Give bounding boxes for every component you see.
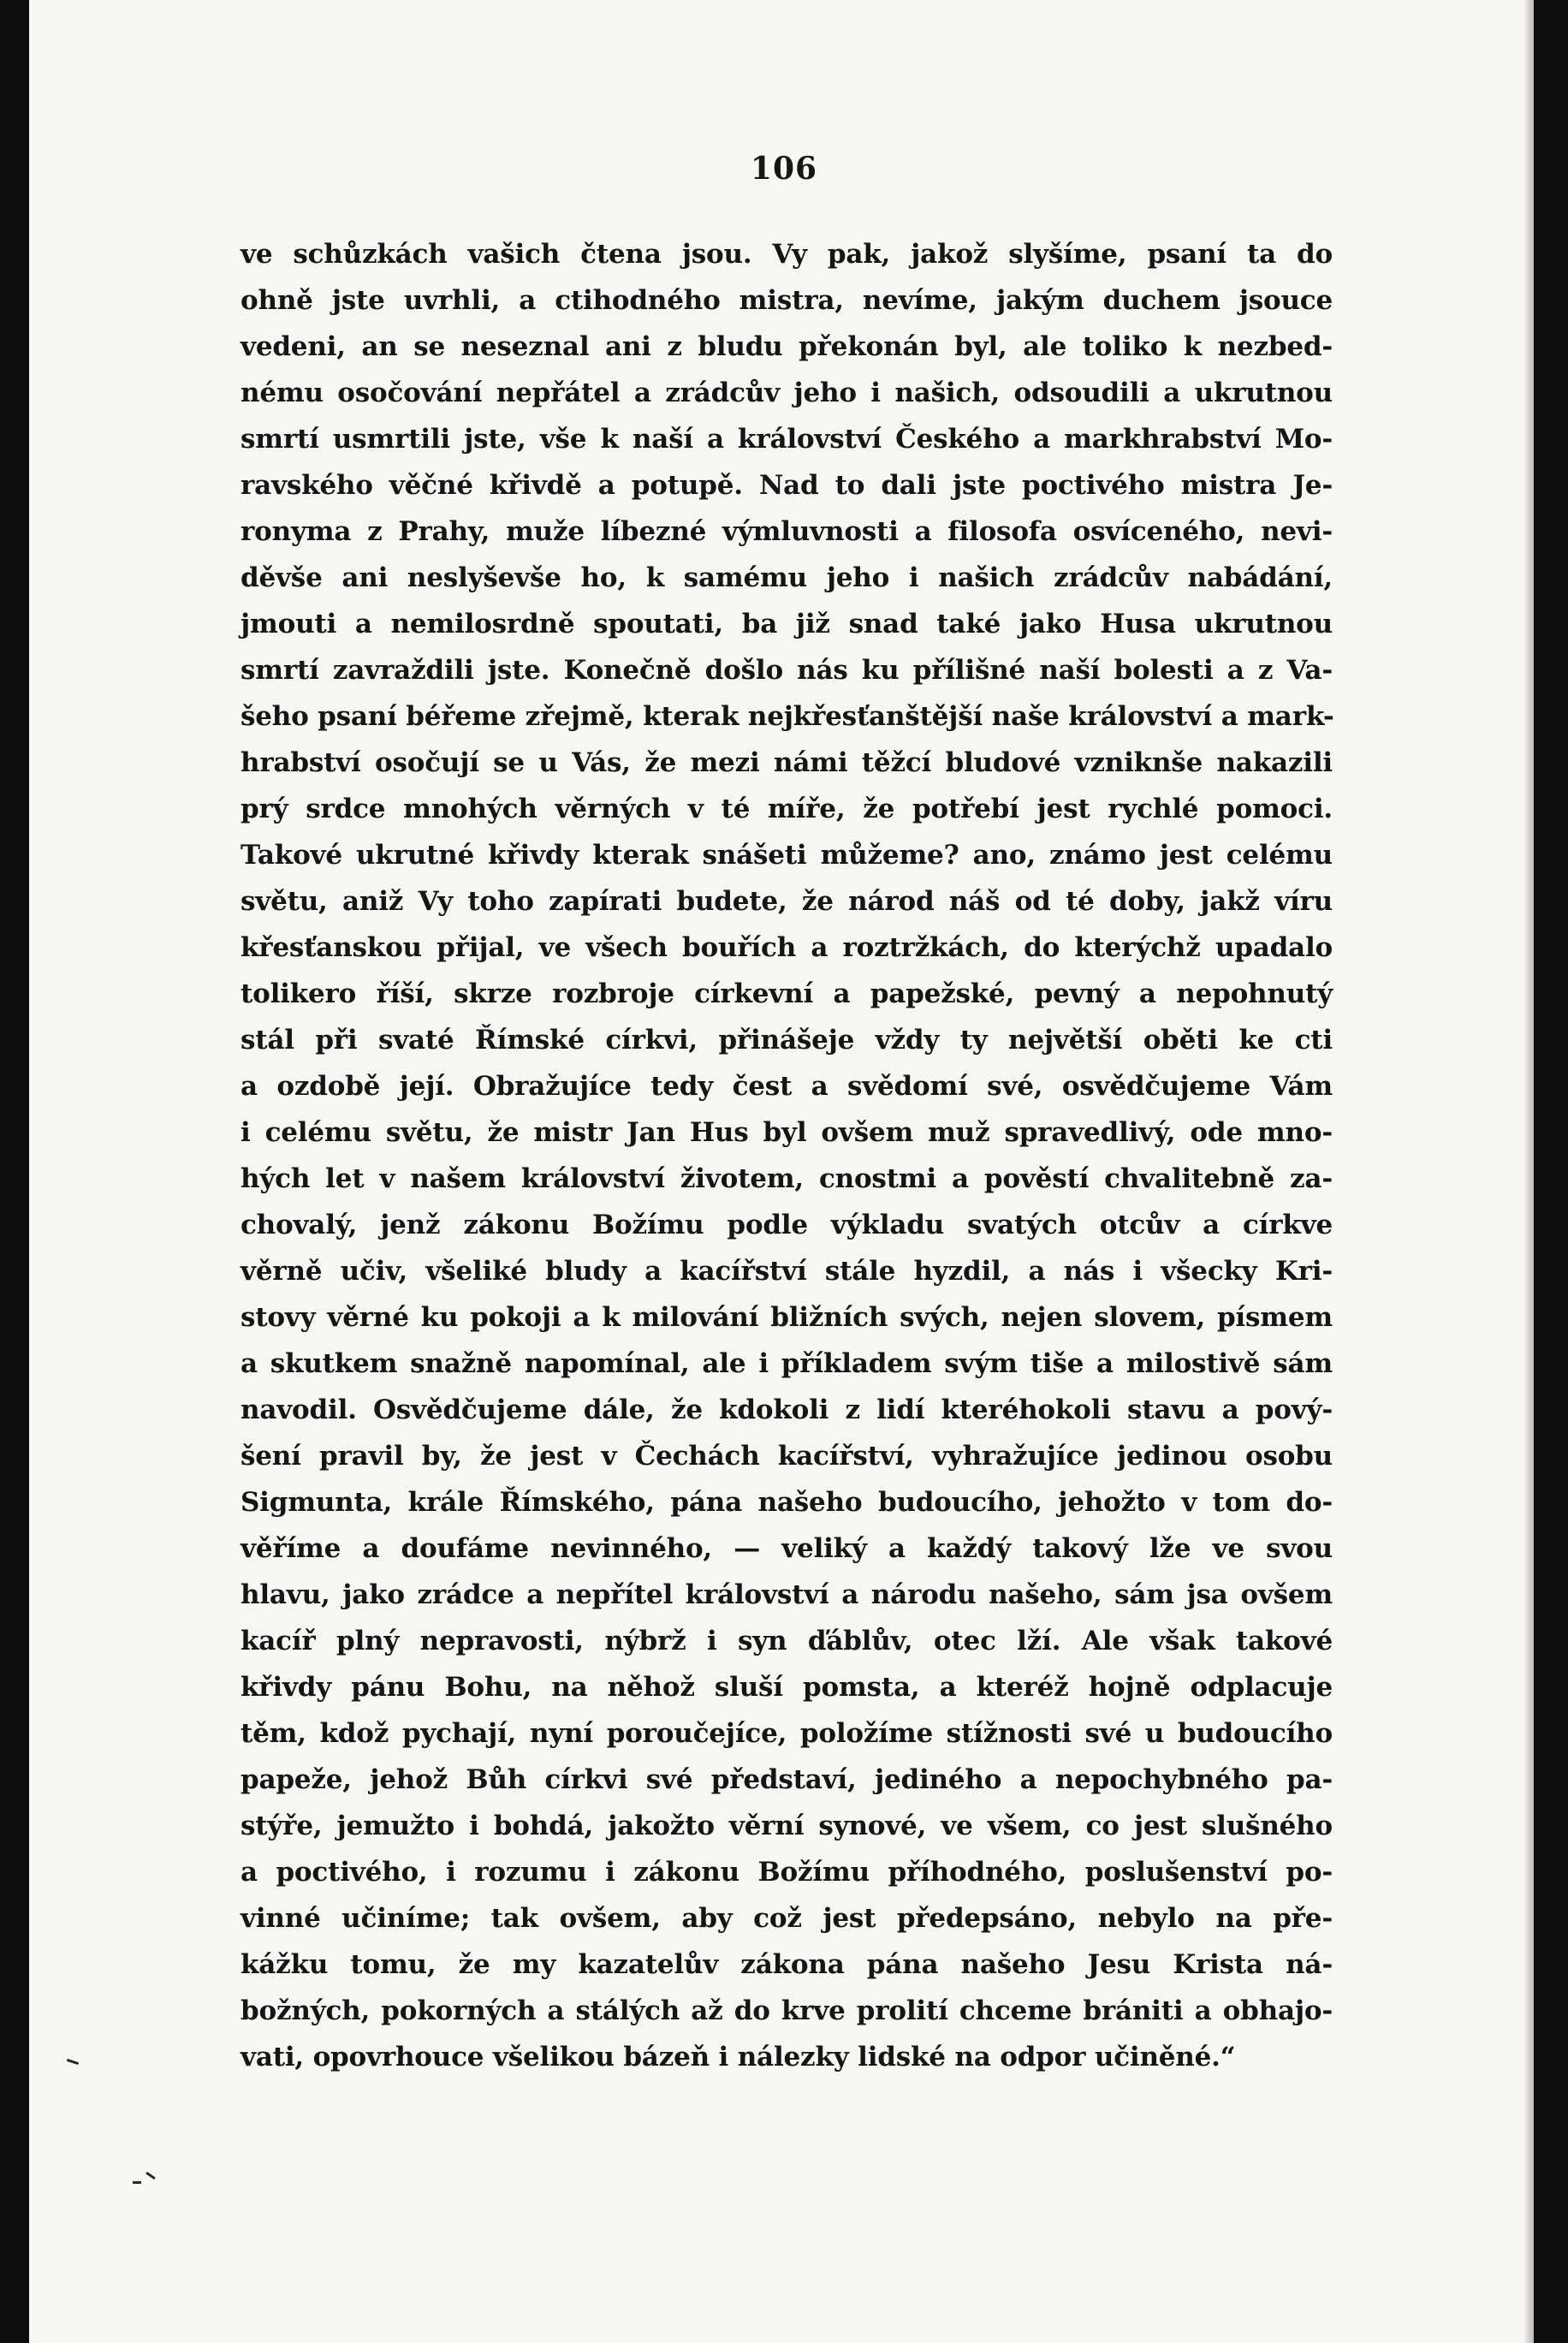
- text-line: šeho psaní béřeme zřejmě, kterak nejkřesťanštější naše království a mark-: [241, 701, 1334, 732]
- page-number: 106: [750, 151, 818, 187]
- scan-speck: [133, 2181, 141, 2184]
- text-line: křesťanskou přijal, ve všech bouřích a roztržkách, do kterýchž upadalo: [241, 932, 1333, 963]
- text-line: kážku tomu, že my kazatelův zákona pána našeho Jesu Krista ná-: [241, 1949, 1333, 1980]
- text-line: a skutkem snažně napomínal, ale i příkladem svým tiše a milostivě sám: [241, 1348, 1333, 1379]
- text-line: hých let v našem království životem, cnostmi a pověstí chvalitebně za-: [241, 1163, 1333, 1194]
- text-line: božných, pokorných a stálých až do krve prolití chceme brániti a obhajo-: [241, 1995, 1333, 2026]
- text-line: kacíř plný nepravosti, nýbrž i syn ďáblův, otec lží. Ale však takové: [241, 1626, 1333, 1656]
- text-line: světu, aniž Vy toho zapírati budete, že národ náš od té doby, jakž víru: [241, 886, 1333, 917]
- text-line: Takové ukrutné křivdy kterak snášeti můžeme? ano, známo jest celému: [241, 840, 1333, 871]
- text-line: chovalý, jenž zákonu Božímu podle výkladu svatých otcův a církve: [241, 1210, 1333, 1240]
- text-line: šení pravil by, že jest v Čechách kacířství, vyhražujíce jedinou osobu: [241, 1441, 1333, 1472]
- text-line: tolikero říší, skrze rozbroje církevní a papežské, pevný a nepohnutý: [241, 978, 1333, 1009]
- text-line: věříme a doufáme nevinného, — veliký a každý takový lže ve svou: [241, 1533, 1333, 1564]
- text-line: vati, opovrhouce všelikou bázeň i nálezky lidské na odpor učiněné.“: [241, 2042, 1236, 2072]
- text-line: jmouti a nemilosrdně spoutati, ba již snad také jako Husa ukrutnou: [241, 609, 1333, 639]
- text-line: vinné učiníme; tak ovšem, aby což jest předepsáno, nebylo na pře-: [241, 1903, 1333, 1934]
- text-line: vedeni, an se neseznal ani z bludu překonán byl, ale toliko k nezbed-: [241, 331, 1333, 362]
- text-line: věrně učiv, všeliké bludy a kacířství stále hyzdil, a nás i všecky Kri-: [241, 1256, 1333, 1287]
- text-line: ohně jste uvrhli, a ctihodného mistra, nevíme, jakým duchem jsouce: [241, 285, 1333, 316]
- text-line: stýře, jemužto i bohdá, jakožto věrní synové, ve všem, co jest slušného: [241, 1811, 1333, 1841]
- text-line: a ozdobě její. Obražujíce tedy čest a svědomí své, osvědčujeme Vám: [241, 1071, 1333, 1102]
- text-line: a poctivého, i rozumu i zákonu Božímu příhodného, poslušenství po-: [241, 1857, 1333, 1888]
- body-text: [241, 231, 1333, 2080]
- text-line: smrtí zavraždili jste. Konečně došlo nás ku přílišné naší bolesti a z Va-: [241, 655, 1333, 686]
- text-line: ravského věčné křivdě a potupě. Nad to dali jste poctivého mistra Je-: [241, 470, 1333, 501]
- text-line: hrabství osočují se u Vás, že mezi námi těžcí bludové vzniknše nakazili: [241, 747, 1333, 778]
- text-line: Sigmunta, krále Římského, pána našeho budoucího, jehožto v tom do-: [241, 1487, 1333, 1518]
- paper-edge-shadow: [1525, 0, 1534, 2343]
- text-line: nému osočování nepřátel a zrádcův jeho i našich, odsoudili a ukrutnou: [241, 378, 1333, 408]
- text-line: ve schůzkách vašich čtena jsou. Vy pak, jakož slyšíme, psaní ta do: [241, 239, 1333, 270]
- text-line: stál při svaté Římské církvi, přinášeje vždy ty největší oběti ke cti: [241, 1025, 1333, 1056]
- text-line: smrtí usmrtili jste, vše k naší a království Českého a markhrabství Mo-: [241, 424, 1333, 455]
- text-line: ronyma z Prahy, muže líbezné výmluvnosti a filosofa osvíceného, nevi-: [241, 516, 1333, 547]
- text-line: i celému světu, že mistr Jan Hus byl ovšem muž spravedlivý, ode mno-: [241, 1117, 1333, 1148]
- text-line: papeže, jehož Bůh církvi své představí, jediného a nepochybného pa-: [241, 1764, 1333, 1795]
- text-line: stovy věrné ku pokoji a k milování bližních svých, nejen slovem, písmem: [241, 1302, 1333, 1333]
- text-line: těm, kdož pychají, nyní poroučejíce, položíme stížnosti své u budoucího: [241, 1718, 1333, 1749]
- text-line: navodil. Osvědčujeme dále, že kdokoli z lidí kteréhokoli stavu a pový-: [241, 1395, 1333, 1425]
- text-line: prý srdce mnohých věrných v té míře, že potřebí jest rychlé pomoci.: [241, 794, 1333, 824]
- text-line: hlavu, jako zrádce a nepřítel království a národu našeho, sám jsa ovšem: [241, 1579, 1333, 1610]
- text-line: děvše ani neslyševše ho, k samému jeho i našich zrádcův nabádání,: [241, 562, 1333, 593]
- text-line: křivdy pánu Bohu, na něhož sluší pomsta, a kteréž hojně odplacuje: [241, 1672, 1333, 1703]
